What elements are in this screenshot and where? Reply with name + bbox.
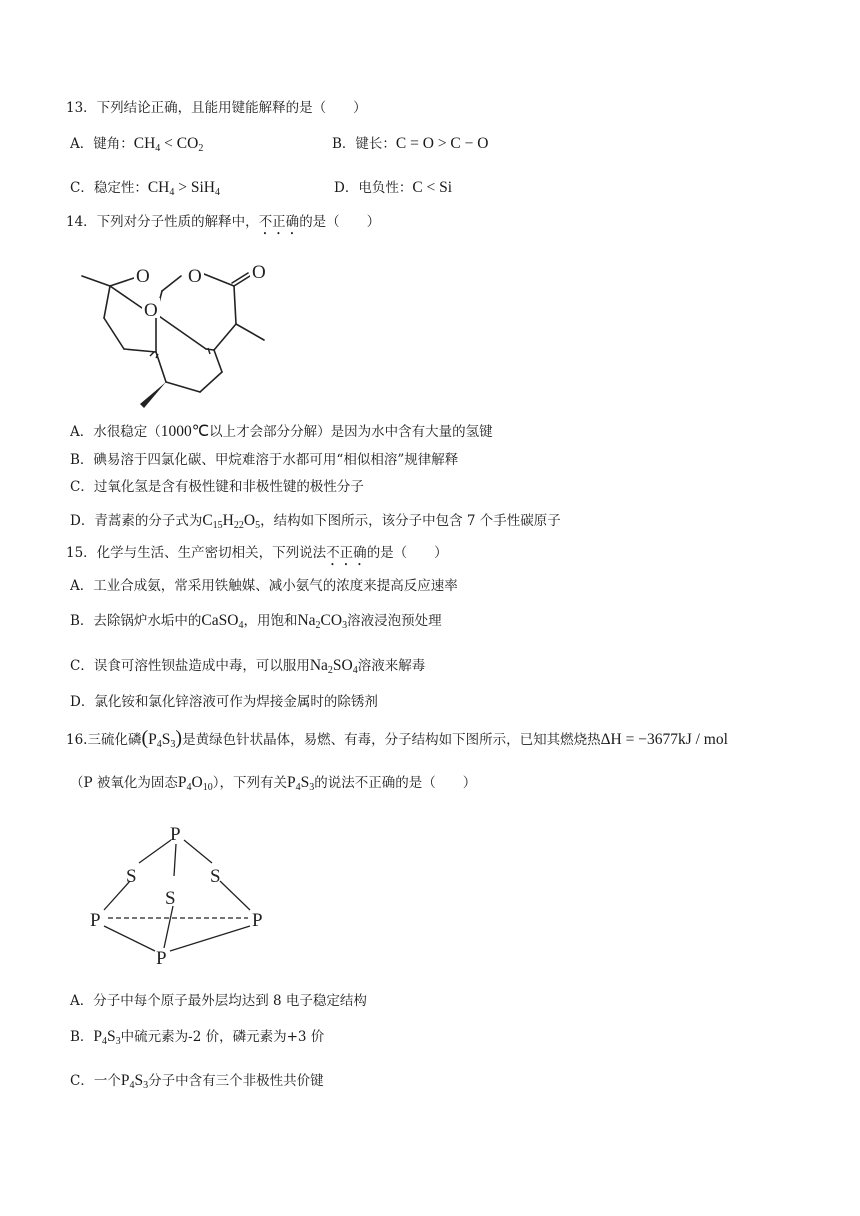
q13-option-b[interactable] xyxy=(332,134,488,154)
q13-stem: 13．下列结论正确，且能用键能解释的是（ ） xyxy=(66,100,367,116)
artemisinin-structure xyxy=(74,254,284,414)
q16-stem-line2: （P 被氧化为固态$P_4O_{10}$），下列有关$P_4S_3$的说法不正确的是（ ） xyxy=(70,774,477,793)
option-label: A．键角： xyxy=(70,136,134,152)
q15-option-a[interactable]: A．工业合成氨，常采用铁触媒、减小氨气的浓度来提高反应速率 xyxy=(70,578,458,594)
q16-stem: 16.三硫化磷$(P_4S_3)$是黄绿色针状晶体，易燃、有毒，分子结构如下图所示，已知其燃烧热ΔH = −3677kJ / mol xyxy=(66,727,728,750)
q13-option-a[interactable] xyxy=(70,134,203,154)
option-label: C．稳定性： xyxy=(70,180,148,196)
phosphorus-label: P xyxy=(156,948,167,969)
formula: C = O > C − O xyxy=(395,135,489,152)
q16-option-c[interactable]: C．一个$P_4S_3$分子中含有三个非极性共价键 xyxy=(70,1072,324,1091)
sulfur-label: S xyxy=(210,866,221,887)
emphasis-text: 不正确 xyxy=(258,214,300,230)
phosphorus-label: P xyxy=(170,824,181,845)
option-label: D．电负性： xyxy=(334,180,413,196)
q14-option-c[interactable]: C．过氧化氢是含有极性键和非极性键的极性分子 xyxy=(70,479,364,495)
q16-option-b[interactable]: B．$P_4S_3$中硫元素为-2 价，磷元素为+3 价 xyxy=(70,1028,325,1047)
emphasis-text: 不正确 xyxy=(326,545,367,561)
q15-option-c[interactable]: C．误食可溶性钡盐造成中毒，可以服用$Na_2SO_4$溶液来解毒 xyxy=(70,657,426,676)
option-label: B．键长： xyxy=(332,136,396,152)
q15-option-d[interactable]: D．氯化铵和氯化锌溶液可作为焊接金属时的除锈剂 xyxy=(70,694,378,710)
oxygen-label: O xyxy=(136,266,150,287)
q13-option-d[interactable] xyxy=(334,178,452,198)
q15-stem: 15．化学与生活、生产密切相关，下列说法不正确的是（ ） xyxy=(66,545,448,561)
oxygen-label: O xyxy=(252,262,266,283)
phosphorus-label: P xyxy=(252,910,263,931)
formula: C < Si xyxy=(412,179,453,196)
q13-option-c[interactable] xyxy=(70,178,220,198)
p4s3-structure xyxy=(80,818,280,978)
sulfur-label: S xyxy=(165,888,176,909)
oxygen-label: O xyxy=(188,266,202,287)
q14-stem: 14．下列对分子性质的解释中，不正确的是（ ） xyxy=(66,214,381,230)
q14-option-b[interactable]: B．碘易溶于四氯化碳、甲烷难溶于水都可用“相似相溶”规律解释 xyxy=(70,452,459,468)
phosphorus-label: P xyxy=(90,910,101,931)
q14-option-d[interactable]: D．青蒿素的分子式为$C_{15}H_{22}O_5$，结构如下图所示，该分子中包含 7 个手性碳原子 xyxy=(70,512,561,531)
sulfur-label: S xyxy=(126,866,137,887)
q15-option-b[interactable]: B．去除锅炉水垢中的CaSO$_4$，用饱和$Na_2CO_3$溶液浸泡预处理 xyxy=(70,612,442,631)
q16-option-a[interactable]: A．分子中每个原子最外层均达到 8 电子稳定结构 xyxy=(70,993,367,1009)
q14-option-a[interactable]: A．水很稳定（1000℃以上才会部分分解）是因为水中含有大量的氢键 xyxy=(70,423,493,440)
formula: $CH_4 < CO_2$ xyxy=(133,135,204,154)
oxygen-label: O xyxy=(144,300,158,321)
formula: $CH_4 > SiH_4$ xyxy=(147,179,221,198)
